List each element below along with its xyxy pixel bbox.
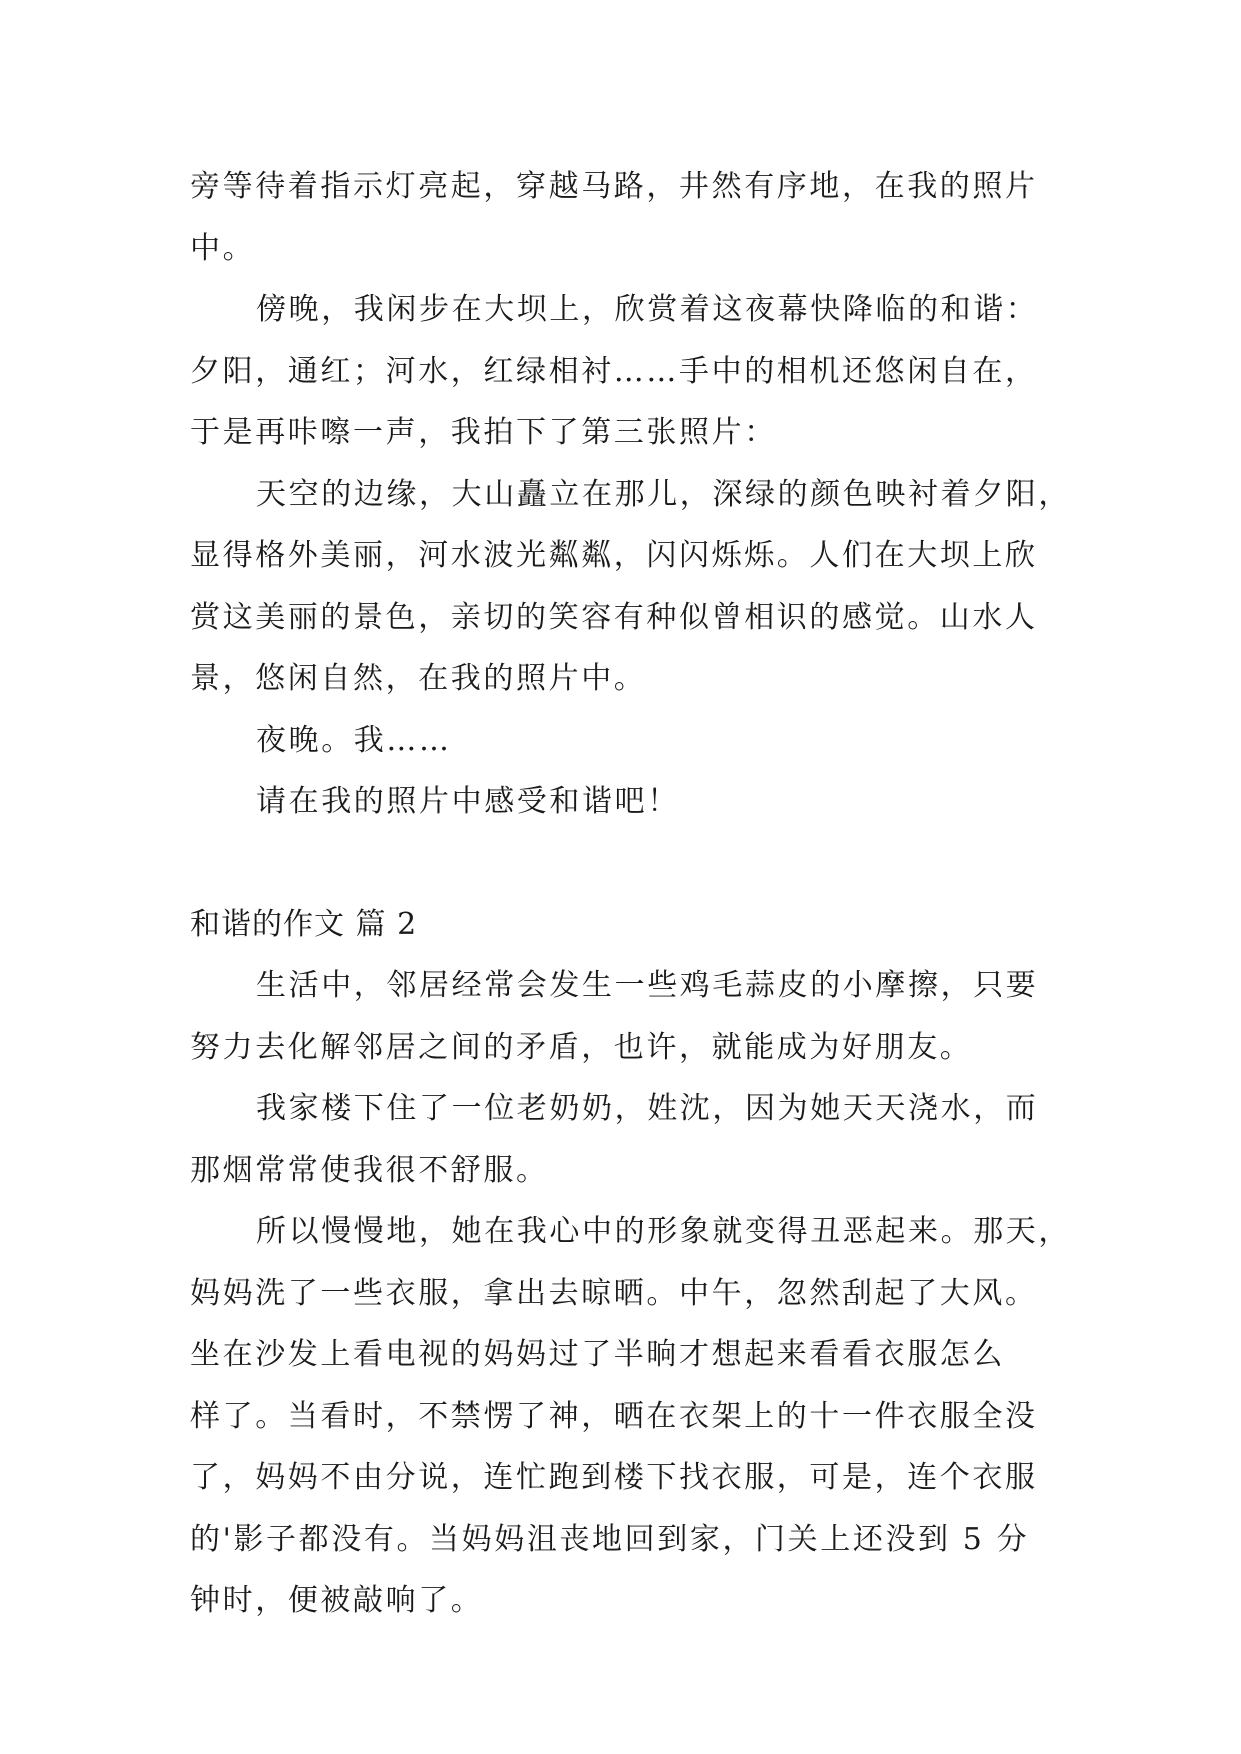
text-line: 努力去化解邻居之间的矛盾，也许，就能成为好朋友。	[190, 1029, 973, 1065]
paragraph	[190, 771, 1060, 833]
text-line: 赏这美丽的景色，亲切的笑容有种似曾相识的感觉。山水人	[190, 599, 1038, 635]
text-line: 妈妈洗了一些衣服，拿出去晾晒。中午，忽然刮起了大风。	[190, 1275, 1038, 1311]
text-line: 于是再咔嚓一声，我拍下了第三张照片：	[190, 415, 777, 450]
text-line: 所以慢慢地，她在我心中的形象就变得丑恶起来。那天，	[256, 1214, 1071, 1249]
paragraph	[190, 710, 1060, 772]
text-line: 那烟常常使我很不舒服。	[190, 1152, 549, 1188]
text-line: 夕阳，通红；河水，红绿相衬……手中的相机还悠闲自在，	[190, 353, 1038, 389]
section-heading: 和谐的作文 篇 2	[190, 906, 418, 942]
paragraph	[190, 1078, 1060, 1201]
text-line: 我家楼下住了一位老奶奶，姓沈，因为她天天浇水，而	[256, 1091, 1039, 1126]
paragraph	[190, 955, 1060, 1078]
text-line: 样了。当看时，不禁愣了神，晒在衣架上的十一件衣服全没	[190, 1398, 1038, 1434]
document-body	[190, 156, 1071, 1632]
paragraph	[190, 279, 1060, 464]
paragraph	[190, 1201, 1071, 1632]
text-line: 坐在沙发上看电视的妈妈过了半晌才想起来看看衣服怎么	[190, 1337, 1005, 1372]
paragraph	[190, 464, 1071, 710]
text-line: 的'影子都没有。当妈妈沮丧地回到家，门关上还没到 5 分	[190, 1521, 1030, 1557]
text-line: 请在我的照片中感受和谐吧！	[256, 784, 680, 819]
paragraph	[190, 156, 1060, 279]
text-line: 生活中，邻居经常会发生一些鸡毛蒜皮的小摩擦，只要	[256, 968, 1039, 1003]
text-line: 天空的边缘，大山矗立在那儿，深绿的颜色映衬着夕阳，	[256, 476, 1071, 512]
text-line: 旁等待着指示灯亮起，穿越马路，井然有序地，在我的照片	[190, 169, 1038, 204]
text-line: 中。	[190, 230, 256, 266]
text-line: 了，妈妈不由分说，连忙跑到楼下找衣服，可是，连个衣服	[190, 1460, 1038, 1495]
text-line: 景，悠闲自然，在我的照片中。	[190, 661, 647, 696]
text-line: 傍晚，我闲步在大坝上，欣赏着这夜幕快降临的和谐：	[256, 292, 1039, 327]
text-line: 钟时，便被敲响了。	[190, 1583, 484, 1618]
text-line: 显得格外美丽，河水波光粼粼，闪闪烁烁。人们在大坝上欣	[190, 538, 1038, 573]
text-line: 夜晚。我……	[256, 722, 452, 758]
section-spacer	[190, 833, 1060, 894]
